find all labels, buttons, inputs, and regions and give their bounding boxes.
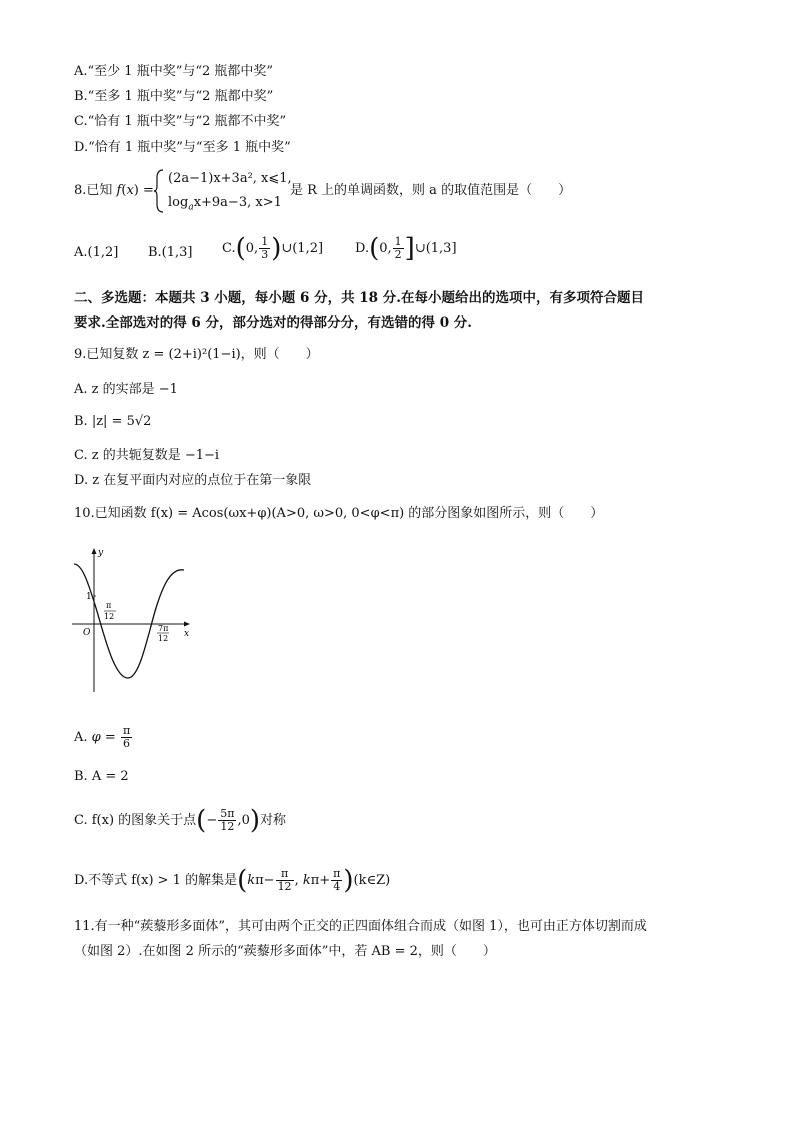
graph-curve	[74, 564, 184, 678]
graph-origin-label: O	[83, 628, 91, 638]
graph-one-label: 1	[86, 592, 92, 602]
q10-cosine-graph	[66, 542, 196, 694]
graph-y-arrow	[92, 548, 97, 554]
section-2-heading-line-2: 要求.全部选对的得 6 分，部分选对的得部分分，有选错的得 0 分.	[74, 315, 472, 331]
q8-option-c: C.(0, $\frac{1}{3}$ )∪(1,2]	[222, 233, 324, 264]
q10-stem: 10.已知函数 f(x) = Acos(ωx+φ)(A>0, ω>0, 0<φ<π) 的部分图象如图所示，则（ ）	[74, 506, 604, 521]
graph-tick-pi-num: π	[106, 601, 112, 610]
q9-stem: 9.已知复数 z = (2+i)²(1−i)，则（ ）	[74, 347, 319, 362]
graph-x-arrow	[184, 622, 190, 627]
q8-piece-1: (2a−1)x+3a², x⩽1,	[168, 171, 292, 186]
q9-option-b: B. |z| = 5√2	[74, 414, 152, 429]
q11-line-1: 11.有一种“蒺藜形多面体”，其可由两个正交的正四面体组合而成（如图 1），也可由正方体切割而成	[74, 919, 647, 934]
q11-line-2: （如图 2）.在如图 2 所示的“蒺藜形多面体”中，若 AB = 2，则（ ）	[74, 944, 496, 959]
q8-suffix: 是 R 上的单调函数，则 a 的取值范围是（ ）	[290, 183, 572, 198]
q8-prefix: 8.已知 f(x) =	[74, 183, 154, 198]
q10-option-c: C. f(x) 的图象关于点(− $\frac{5\pi}{12}$ ,0)对称	[74, 805, 287, 836]
q7-option-d: D.“恰有 1 瓶中奖”与“至多 1 瓶中奖”	[74, 140, 291, 155]
q10-option-d: D.不等式 f(x) > 1 的解集是(kπ− $\frac{\pi}{12}$ , kπ+ $\frac{\pi}{4}$ )(k∈Z)	[74, 865, 391, 896]
graph-y-label: y	[98, 548, 104, 558]
graph-tick-pi-den: 12	[104, 612, 115, 621]
q8-option-a: A.(1,2]	[74, 245, 119, 260]
graph-tick-7pi-num: 7π	[158, 624, 169, 633]
q8-option-d: D.(0, $\frac{1}{2}$ ]∪(1,3]	[355, 233, 457, 264]
q7-option-a: A.“至少 1 瓶中奖”与“2 瓶都中奖”	[74, 64, 274, 79]
section-2-heading-line-1: 二、多选题：本题共 3 小题，每小题 6 分，共 18 分.在每小题给出的选项中，有多项符合题目	[74, 290, 644, 306]
q7-option-c: C.“恰有 1 瓶中奖”与“2 瓶都不中奖”	[74, 114, 287, 129]
q9-option-c: C. z 的共轭复数是 −1−i	[74, 448, 220, 463]
graph-x-label: x	[184, 629, 190, 639]
q9-option-a: A. z 的实部是 −1	[74, 382, 178, 397]
q7-option-b: B.“至多 1 瓶中奖”与“2 瓶都中奖”	[74, 89, 274, 104]
q8-option-b: B.(1,3]	[148, 245, 193, 260]
graph-tick-7pi-den: 12	[158, 634, 169, 643]
q10-option-a: A. φ = $\frac{\pi}{6}$	[74, 724, 131, 750]
q10-option-b: B. A = 2	[74, 769, 129, 784]
q9-option-d: D. z 在复平面内对应的点位于在第一象限	[74, 473, 312, 488]
q8-brace	[153, 168, 165, 214]
q8-piece-2: $\log_ax+9a-3$, x>1	[168, 195, 282, 213]
